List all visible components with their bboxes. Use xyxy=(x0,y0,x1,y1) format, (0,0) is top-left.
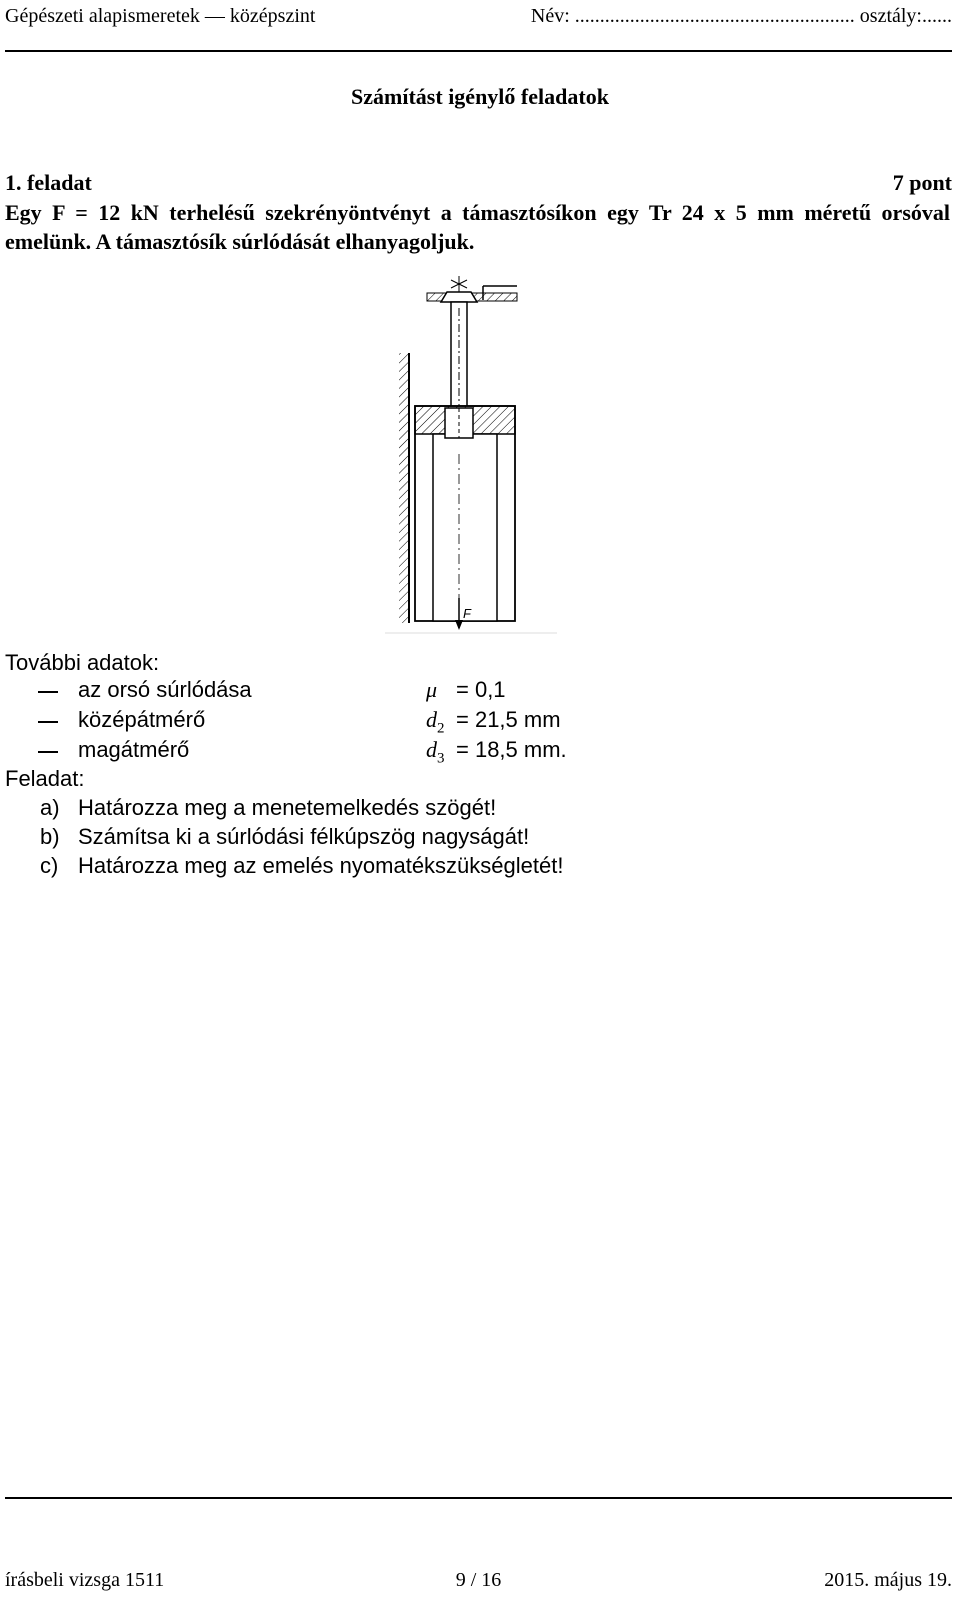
section-title: Számítást igénylő feladatok xyxy=(351,84,609,109)
data-heading: További adatok: xyxy=(5,650,160,675)
dash-bullet xyxy=(38,751,58,753)
page-footer xyxy=(5,1569,952,1599)
page-header xyxy=(5,2,952,32)
data-item: magátmérő $d_3$ = 18,5 mm. xyxy=(0,737,700,766)
symbol-mu: μ xyxy=(426,677,438,702)
dash-bullet xyxy=(38,721,58,723)
spindle-lift-figure xyxy=(385,258,557,636)
question-item: c) Határozza meg az emelés nyomatékszükségletét! xyxy=(40,853,564,878)
footer-rule xyxy=(5,1497,952,1499)
task-points: 7 pont xyxy=(892,170,952,195)
question-item: a) Határozza meg a menetemelkedés szögét! xyxy=(40,795,497,820)
symbol-d2: $d_2$ xyxy=(426,707,445,737)
footer-exam-code: írásbeli vizsga 1511 xyxy=(5,1569,165,1591)
symbol-d3: $d_3$ xyxy=(426,737,445,767)
task-statement: Egy F = 12 kN terhelésű szekrényöntvényt a támasztósíkon egy Tr 24 x 5 mm méretű orsóval emelünk. A támasztósík súrlódását elhanyagoljuk. xyxy=(5,200,950,254)
header-subject: Gépészeti alapismeretek — középszint xyxy=(5,5,316,27)
header-name-class-field: Név: ........................................................ osztály:...... xyxy=(530,5,952,27)
data-item: középátmérő $d_2$ = 21,5 mm xyxy=(0,707,700,736)
data-item: az orsó súrlódása μ = 0,1 xyxy=(0,677,700,706)
page-number: 9 / 16 xyxy=(455,1569,502,1591)
task-heading xyxy=(5,170,952,196)
task-number: 1. feladat xyxy=(5,170,92,195)
header-rule xyxy=(5,50,952,52)
force-label: F xyxy=(463,606,471,621)
footer-date: 2015. május 19. xyxy=(824,1569,952,1591)
question-item: b) Számítsa ki a súrlódási félkúpszög nagyságát! xyxy=(40,824,530,849)
data-list xyxy=(0,677,960,767)
dash-bullet xyxy=(38,691,58,693)
questions-heading: Feladat: xyxy=(5,766,85,791)
